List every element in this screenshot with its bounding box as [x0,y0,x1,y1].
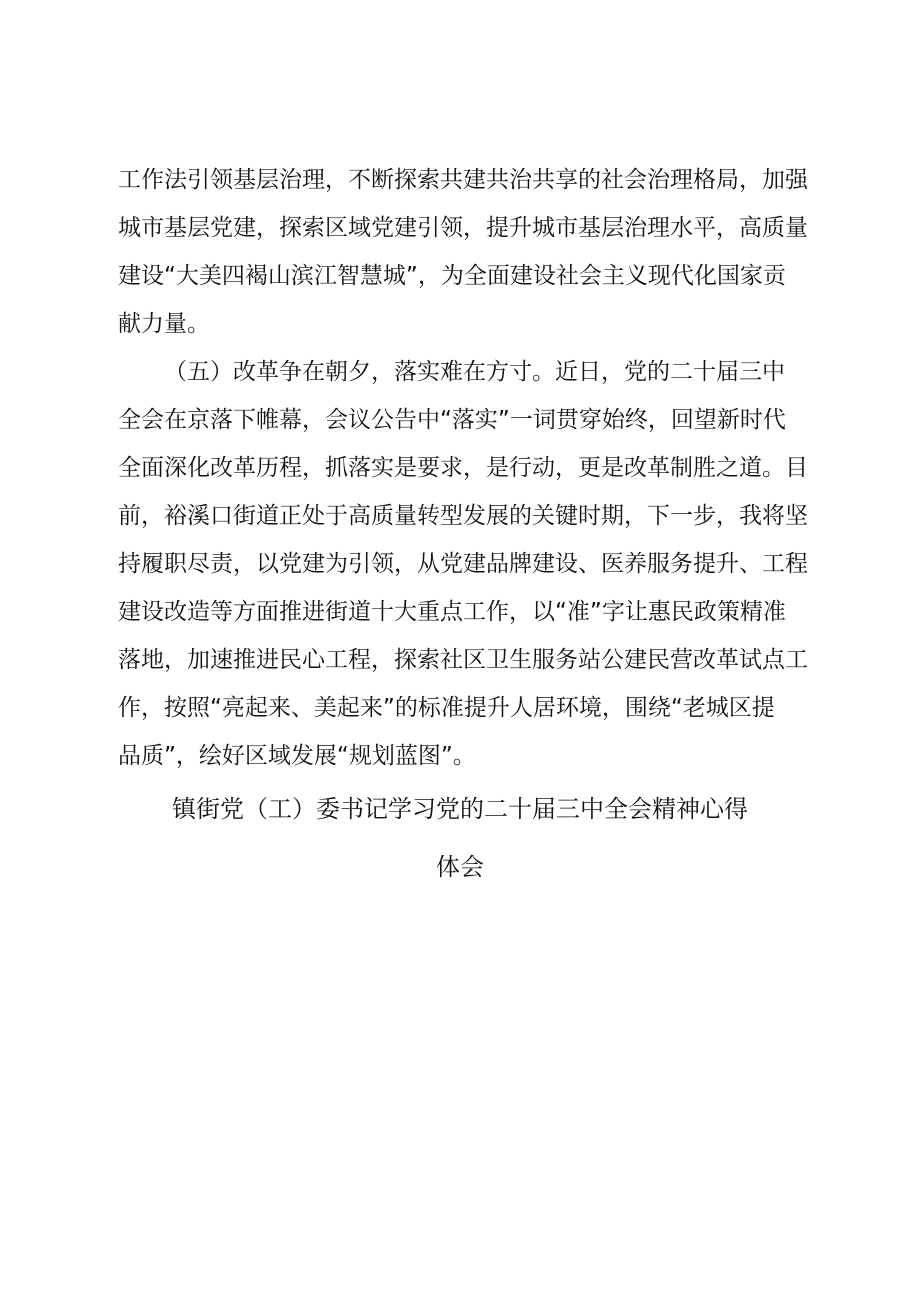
paragraph-1-line: 献力量。 [118,311,210,337]
paragraph-1 [118,156,818,348]
paragraph-2-line: 建设改造等方面推进街道十大重点工作，以“准”字让惠民政策精准 [118,599,786,625]
paragraph-2-line: 前，裕溪口街道正处于高质量转型发展的关键时期，下一步，我将坚 [118,503,808,529]
paragraph-2-line: 全会在京落下帷幕，会议公告中“落实”一词贯穿始终，回望新时代 [118,407,786,433]
title-line: 体会 [436,853,484,881]
paragraph-2 [118,348,818,780]
paragraph-1-line: 工作法引领基层治理，不断探索共建共治共享的社会治理格局，加强 [118,167,808,193]
document-title [100,780,820,896]
paragraph-2-line: 品质”，绘好区域发展“规划蓝图”。 [118,743,476,769]
paragraph-2-line: 持履职尽责，以党建为引领，从党建品牌建设、医养服务提升、工程 [118,551,808,577]
paragraph-2-line: 作，按照“亮起来、美起来”的标准提升人居环境，围绕“老城区提 [118,695,775,721]
paragraph-2-line: 落地，加速推进民心工程，探索社区卫生服务站公建民营改革试点工 [118,647,808,673]
paragraph-2-line: 全面深化改革历程，抓落实是要求，是行动，更是改革制胜之道。目 [118,455,808,481]
document-body [118,156,818,780]
paragraph-1-line: 城市基层党建，探索区域党建引领，提升城市基层治理水平，高质量 [118,215,808,241]
paragraph-1-line: 建设“大美四褐山滨江智慧城”，为全面建设社会主义现代化国家贡 [118,263,786,289]
title-line: 镇街党（工）委书记学习党的二十届三中全会精神心得 [172,795,748,823]
paragraph-2-line: （五）改革争在朝夕，落实难在方寸。近日，党的二十届三中 [164,359,785,385]
